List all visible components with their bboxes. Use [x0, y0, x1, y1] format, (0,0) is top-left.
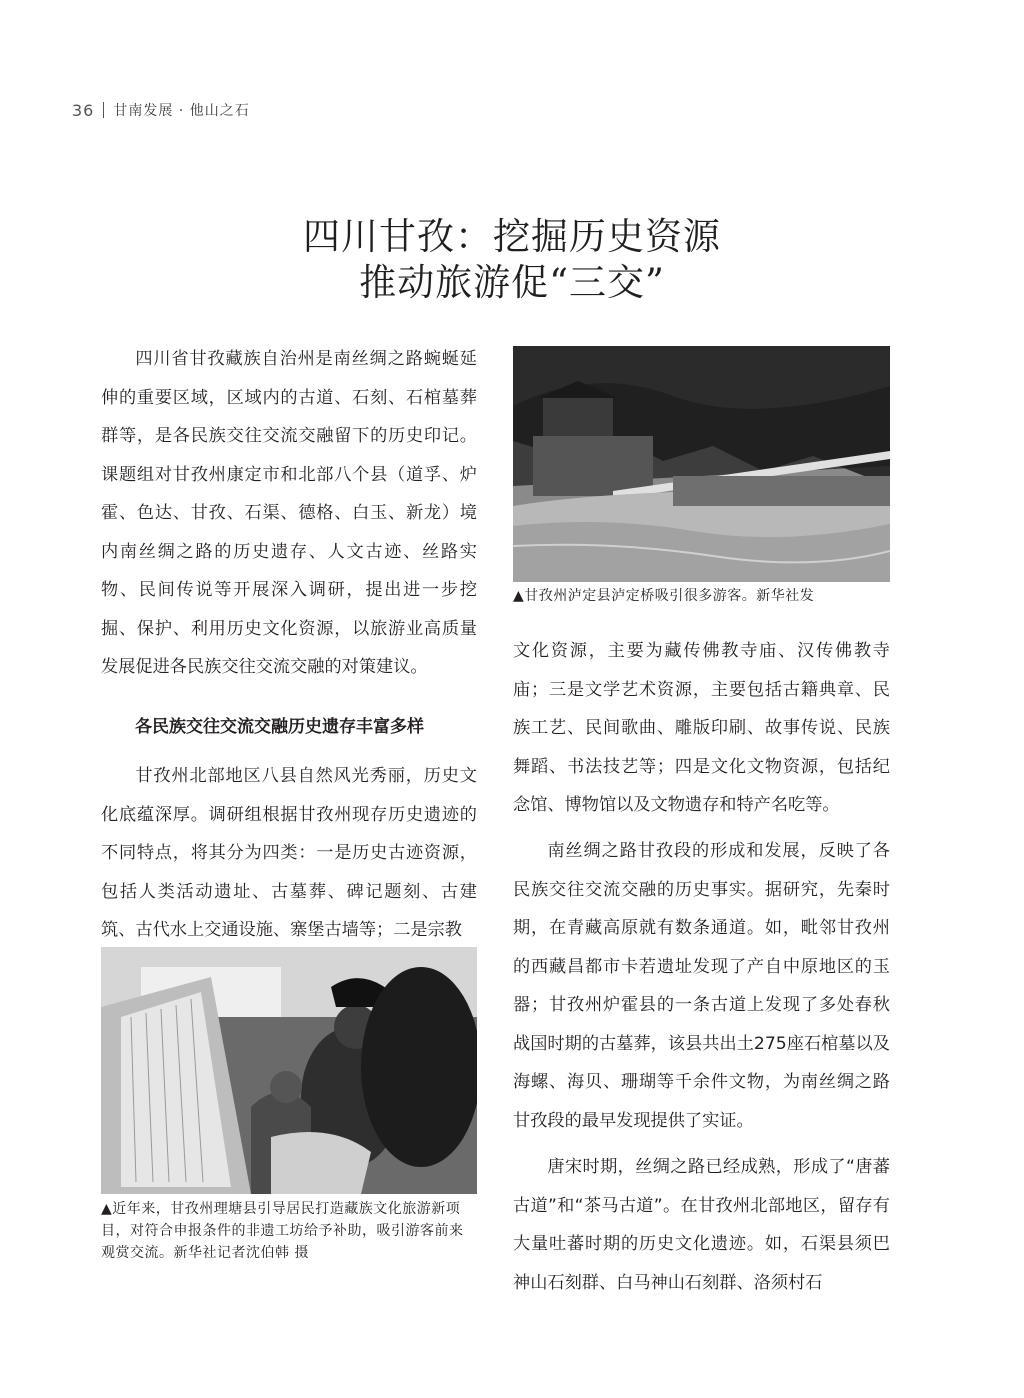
intro-paragraph: 四川省甘孜藏族自治州是南丝绸之路蜿蜒延伸的重要区域，区域内的古道、石刻、石棺墓葬群等，是各民族交往交流交融留下的历史印记。课题组对甘孜州康定市和北部八个县（道孚、炉霍、色达、甘孜、石渠、德格、白玉、新龙）境内南丝绸之路的历史遗存、人文古迹、丝路实物、民间传说等开展深入调研，提出进一步挖掘、保护、利用历史文化资源，以旅游业高质量发展促进各民族交往交流交融的对策建议。	[101, 349, 477, 677]
paragraph-southern-silk-road: 南丝绸之路甘孜段的形成和发展，反映了各民族交往交流交融的历史事实。据研究，先秦时期，在青藏高原就有数条通道。如，毗邻甘孜州的西藏昌都市卡若遗址发现了产自中原地区的玉器；甘孜州炉霍县的一条古道上发现了多处春秋战国时期的古墓葬，该县共出土275座石棺墓以及海螺、海贝、珊瑚等千余件文物，为南丝绸之路甘孜段的最早发现提供了实证。	[513, 841, 890, 1131]
title-line-2: 推动旅游促“三交”	[359, 261, 665, 304]
section-heading: 各民族交往交流交融历史遗存丰富多样	[135, 717, 424, 737]
article-title	[0, 214, 1024, 306]
bridge-photo	[513, 346, 890, 582]
paragraph-categories-continued: 文化资源，主要为藏传佛教寺庙、汉传佛教寺庙；三是文学艺术资源，主要包括古籍典章、民族工艺、民间歌曲、雕版印刷、故事传说、民族舞蹈、书法技艺等；四是文化文物资源，包括纪念馆、博物馆以及文物遗存和特产名吃等。	[513, 641, 890, 815]
section-name: 甘南发展 · 他山之石	[113, 103, 250, 119]
title-line-1: 四川甘孜：挖掘历史资源	[303, 215, 721, 258]
artisans-photo-caption: ▲近年来，甘孜州理塘县引导居民打造藏族文化旅游新项目，对符合申报条件的非遗工坊给予补助，吸引游客前来观赏交流。新华社记者沈伯韩 摄	[101, 1201, 464, 1261]
running-head	[72, 100, 250, 120]
paragraph-categories: 甘孜州北部地区八县自然风光秀丽，历史文化底蕴深厚。调研组根据甘孜州现存历史遗迹的不同特点，将其分为四类：一是历史古迹资源，包括人类活动遗址、古墓葬、碑记题刻、古建筑、古代水上交通设施、寨堡古墙等；二是宗教	[101, 766, 477, 940]
artisans-photo	[101, 947, 477, 1194]
paragraph-tang-song: 唐宋时期，丝绸之路已经成熟，形成了“唐蕃古道”和“茶马古道”。在甘孜州北部地区，留存有大量吐蕃时期的历史文化遗迹。如，石渠县须巴神山石刻群、白马神山石刻群、洛须村石	[513, 1157, 890, 1293]
page-number: 36	[72, 100, 95, 120]
header-divider	[103, 102, 104, 118]
bridge-photo-caption: ▲甘孜州泸定县泸定桥吸引很多游客。新华社发	[513, 588, 815, 604]
